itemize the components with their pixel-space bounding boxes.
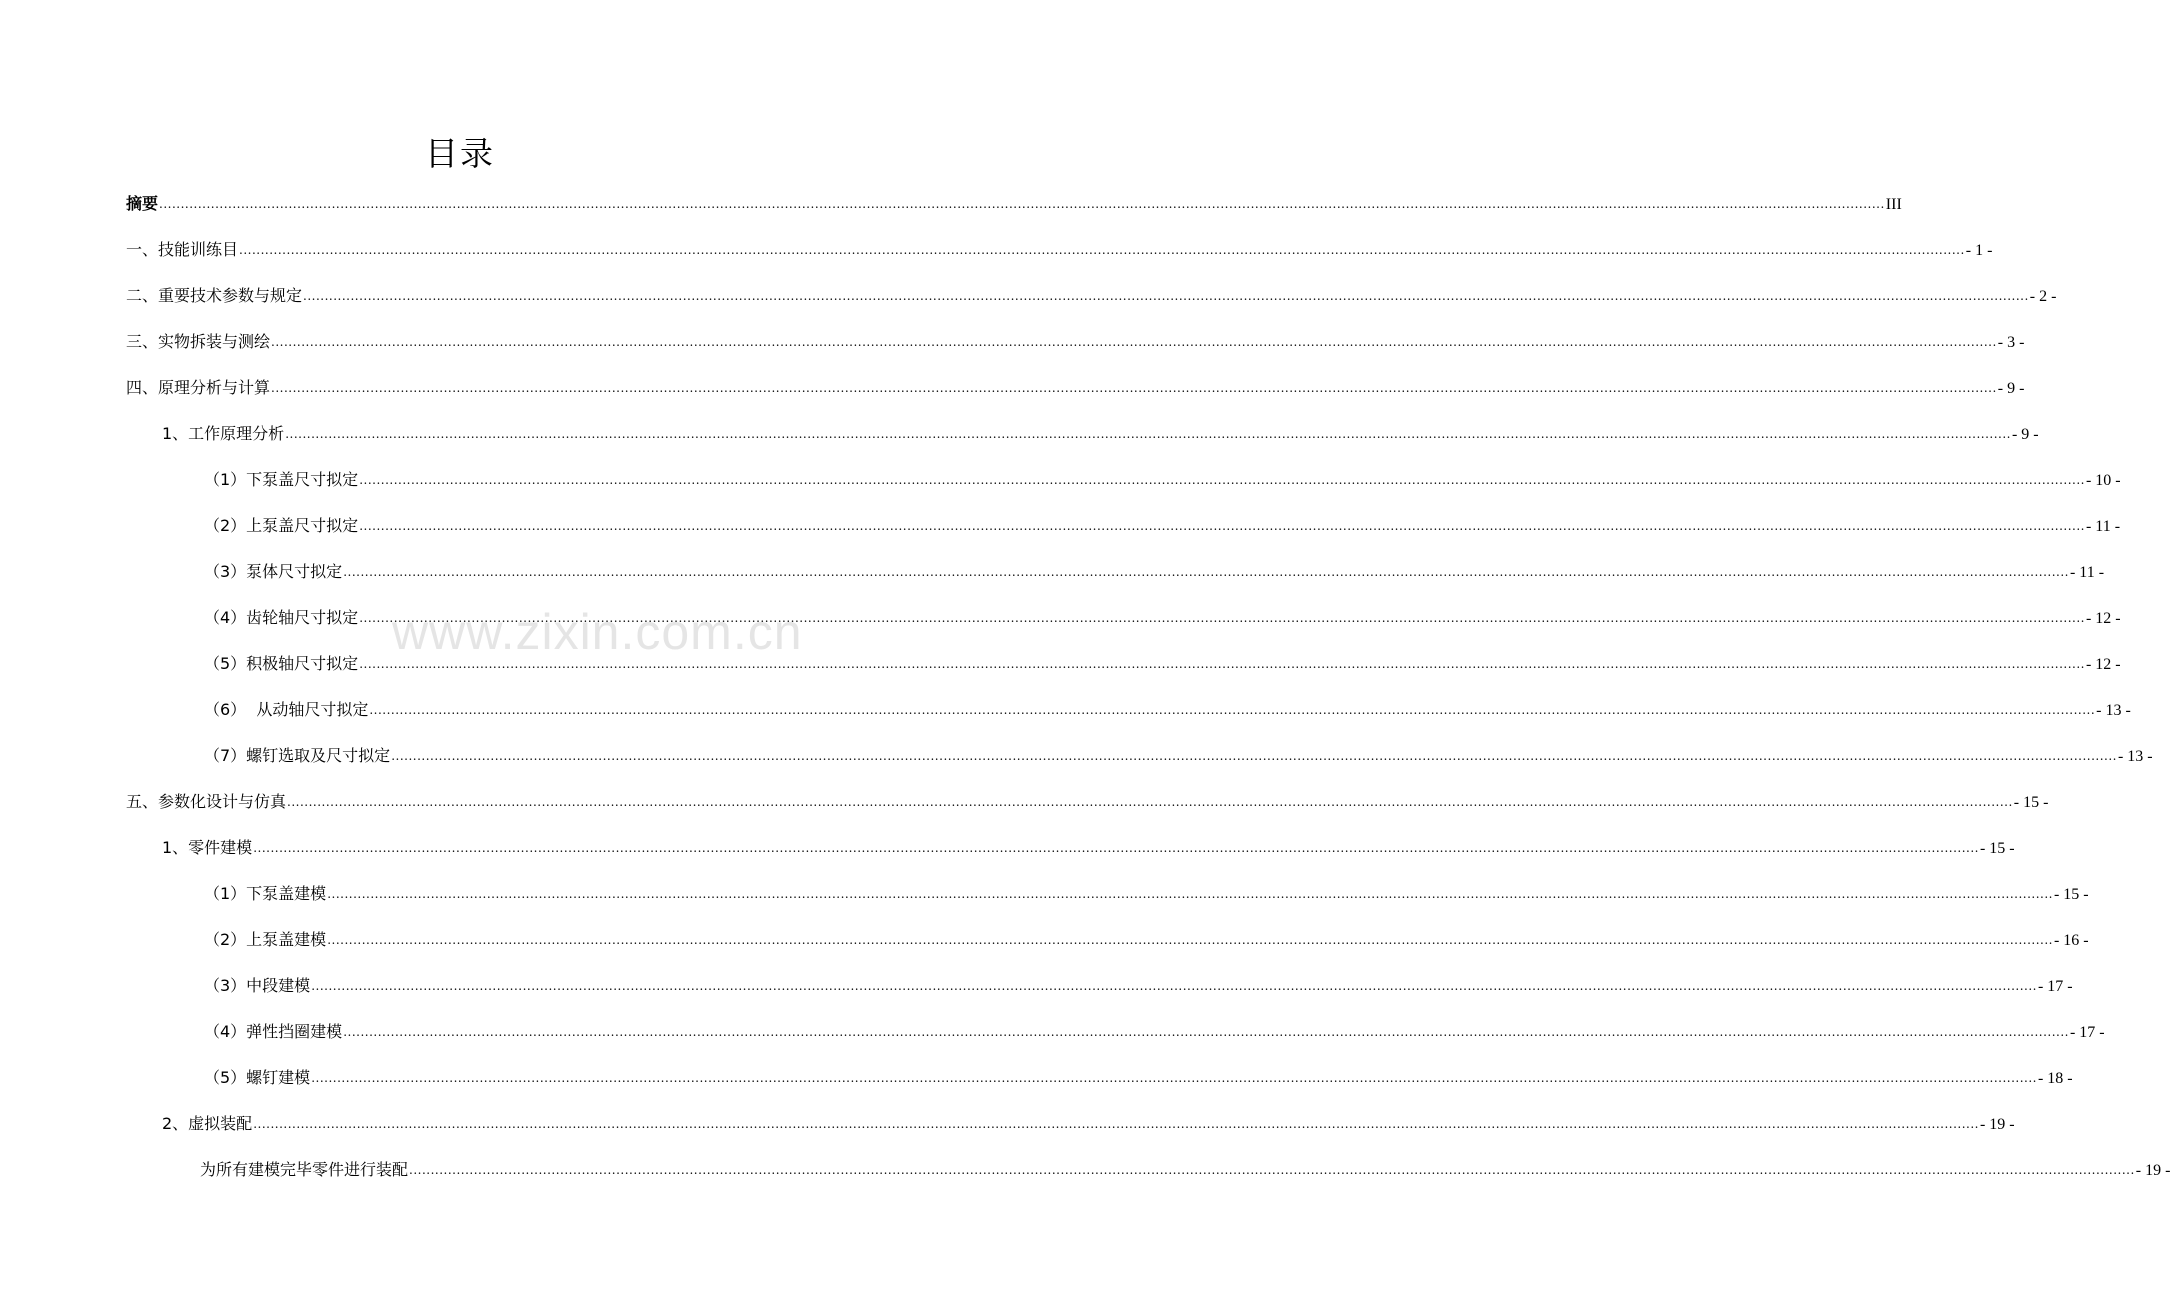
toc-entry-page-number: - 9 - <box>1997 380 2025 397</box>
toc-entry-page-number: - 11 - <box>2069 564 2105 581</box>
watermark: www.zixin.com.cn <box>392 604 803 660</box>
toc-leader-dots: ................................................................................................................................................................................................................................................................................................................................................................................................................ <box>287 795 2013 809</box>
toc-entry-label: 1、工作原理分析 <box>162 424 285 443</box>
toc-entry-page-number: - 15 - <box>2053 886 2089 903</box>
toc-entry-label: 四、原理分析与计算 <box>126 378 271 397</box>
toc-entry-label: （6） 从动轴尺寸拟定 <box>204 700 369 719</box>
toc-entry-page-number: III <box>1885 196 1902 213</box>
toc-leader-dots: ................................................................................................................................................................................................................................................................................................................................................................................................................ <box>327 887 2053 901</box>
toc-entry[interactable] <box>126 466 2121 512</box>
toc-entry-label: （4）齿轮轴尺寸拟定 <box>204 608 359 627</box>
toc-entry[interactable] <box>126 328 2025 374</box>
toc-leader-dots: ................................................................................................................................................................................................................................................................................................................................................................................................................ <box>369 703 2096 717</box>
toc-entry-label: （5）螺钉建模 <box>204 1068 311 1087</box>
toc-entry-label: 一、技能训练目 <box>126 240 239 259</box>
toc-leader-dots: ................................................................................................................................................................................................................................................................................................................................................................................................................ <box>253 841 1979 855</box>
toc-entry[interactable] <box>126 1018 2105 1064</box>
toc-leader-dots: ................................................................................................................................................................................................................................................................................................................................................................................................................ <box>303 289 2029 303</box>
toc-entry[interactable] <box>126 1110 2015 1156</box>
toc-entry-label: 二、重要技术参数与规定 <box>126 286 303 305</box>
toc-leader-dots: ................................................................................................................................................................................................................................................................................................................................................................................................................ <box>285 427 2011 441</box>
table-of-contents <box>126 190 2170 1202</box>
toc-entry-page-number: - 16 - <box>2053 932 2089 949</box>
toc-entry[interactable] <box>126 880 2089 926</box>
toc-entry[interactable] <box>126 190 1902 236</box>
toc-leader-dots: ................................................................................................................................................................................................................................................................................................................................................................................................................ <box>343 1025 2069 1039</box>
toc-entry-page-number: - 9 - <box>2011 426 2039 443</box>
toc-entry[interactable] <box>126 742 2153 788</box>
toc-entry-page-number: - 13 - <box>2117 748 2153 765</box>
toc-leader-dots: ................................................................................................................................................................................................................................................................................................................................................................................................................ <box>359 519 2085 533</box>
toc-leader-dots: ................................................................................................................................................................................................................................................................................................................................................................................................................ <box>253 1117 1979 1131</box>
toc-entry-page-number: - 19 - <box>2135 1162 2170 1179</box>
page-title: 目录 <box>425 134 495 173</box>
toc-entry-label: （1）下泵盖尺寸拟定 <box>204 470 359 489</box>
toc-entry-label: （5）积极轴尺寸拟定 <box>204 654 359 673</box>
toc-entry[interactable] <box>126 558 2105 604</box>
toc-entry-page-number: - 12 - <box>2085 656 2121 673</box>
toc-leader-dots: ................................................................................................................................................................................................................................................................................................................................................................................................................ <box>409 1163 2135 1177</box>
toc-entry[interactable] <box>126 282 2057 328</box>
toc-entry[interactable] <box>126 972 2073 1018</box>
toc-entry-label: （1）下泵盖建模 <box>204 884 327 903</box>
toc-entry-label: 五、参数化设计与仿真 <box>126 792 287 811</box>
toc-entry-label: （3）泵体尺寸拟定 <box>204 562 343 581</box>
toc-entry-page-number: - 15 - <box>2013 794 2049 811</box>
toc-entry[interactable] <box>126 696 2131 742</box>
toc-leader-dots: ................................................................................................................................................................................................................................................................................................................................................................................................................ <box>311 979 2037 993</box>
toc-leader-dots: ................................................................................................................................................................................................................................................................................................................................................................................................................ <box>271 335 1997 349</box>
toc-entry-page-number: - 2 - <box>2029 288 2057 305</box>
toc-leader-dots: ................................................................................................................................................................................................................................................................................................................................................................................................................ <box>327 933 2053 947</box>
toc-entry-page-number: - 10 - <box>2085 472 2121 489</box>
toc-entry-page-number: - 15 - <box>1979 840 2015 857</box>
toc-leader-dots: ................................................................................................................................................................................................................................................................................................................................................................................................................ <box>359 473 2085 487</box>
toc-leader-dots: ................................................................................................................................................................................................................................................................................................................................................................................................................ <box>311 1071 2037 1085</box>
toc-leader-dots: ................................................................................................................................................................................................................................................................................................................................................................................................................ <box>271 381 1997 395</box>
toc-entry[interactable] <box>126 420 2039 466</box>
toc-entry-page-number: - 3 - <box>1997 334 2025 351</box>
toc-entry-page-number: - 17 - <box>2037 978 2073 995</box>
toc-leader-dots: ................................................................................................................................................................................................................................................................................................................................................................................................................ <box>359 657 2085 671</box>
toc-entry-label: （3）中段建模 <box>204 976 311 995</box>
toc-entry[interactable] <box>126 650 2121 696</box>
toc-entry-page-number: - 17 - <box>2069 1024 2105 1041</box>
toc-entry[interactable] <box>126 236 1993 282</box>
toc-entry[interactable] <box>126 926 2089 972</box>
toc-entry[interactable] <box>126 788 2049 834</box>
toc-entry-label: （2）上泵盖尺寸拟定 <box>204 516 359 535</box>
toc-entry-label: 1、零件建模 <box>162 838 253 857</box>
toc-entry-label: 为所有建模完毕零件进行装配 <box>200 1160 409 1179</box>
toc-entry-page-number: - 11 - <box>2085 518 2121 535</box>
toc-entry-label: 2、虚拟装配 <box>162 1114 253 1133</box>
toc-entry[interactable] <box>126 1064 2073 1110</box>
toc-entry-page-number: - 18 - <box>2037 1070 2073 1087</box>
toc-leader-dots: ................................................................................................................................................................................................................................................................................................................................................................................................................ <box>391 749 2117 763</box>
toc-entry-label: （2）上泵盖建模 <box>204 930 327 949</box>
toc-entry[interactable] <box>126 1156 2170 1202</box>
toc-entry-label: 摘要 <box>126 194 159 213</box>
toc-entry[interactable] <box>126 834 2015 880</box>
toc-entry-page-number: - 13 - <box>2096 702 2131 719</box>
toc-entry-page-number: - 1 - <box>1965 242 1993 259</box>
toc-entry-label: （7）螺钉选取及尺寸拟定 <box>204 746 391 765</box>
toc-leader-dots: ................................................................................................................................................................................................................................................................................................................................................................................................................ <box>343 565 2069 579</box>
toc-entry[interactable] <box>126 374 2025 420</box>
toc-leader-dots: ................................................................................................................................................................................................................................................................................................................................................................................................................ <box>359 611 2085 625</box>
toc-entry-page-number: - 12 - <box>2085 610 2121 627</box>
toc-entry[interactable] <box>126 512 2121 558</box>
toc-entry-label: （4）弹性挡圈建模 <box>204 1022 343 1041</box>
toc-entry-page-number: - 19 - <box>1979 1116 2015 1133</box>
toc-leader-dots: ................................................................................................................................................................................................................................................................................................................................................................................................................ <box>239 243 1965 257</box>
toc-entry[interactable] <box>126 604 2121 650</box>
toc-leader-dots: ................................................................................................................................................................................................................................................................................................................................................................................................................ <box>159 197 1885 211</box>
toc-entry-label: 三、实物拆装与测绘 <box>126 332 271 351</box>
